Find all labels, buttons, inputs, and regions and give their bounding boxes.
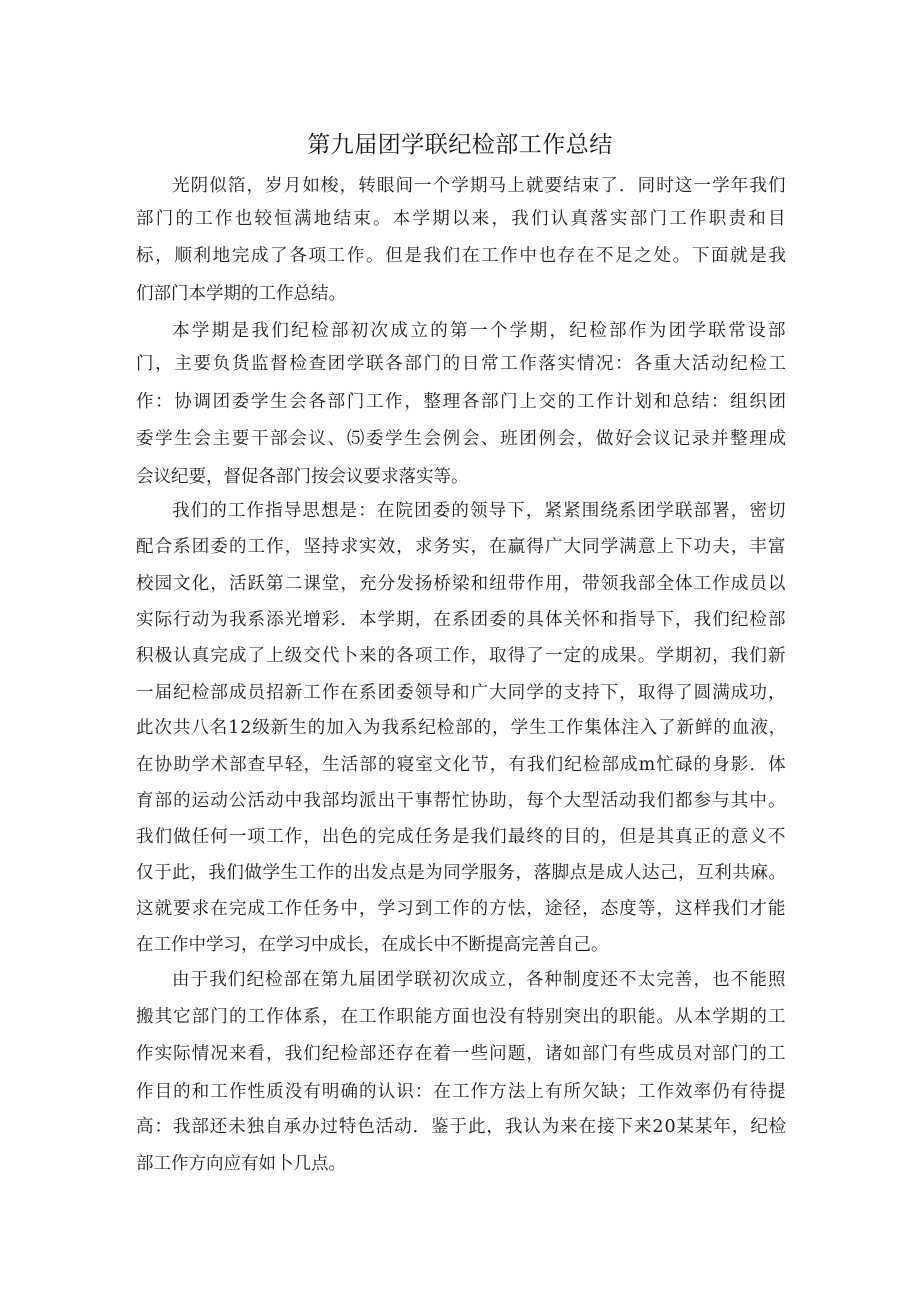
text-line: 在工作中学习，在学习中成长，在成长中不断提高完善自己。: [136, 935, 609, 955]
text-line: 实际行动为我系添光增彩．本学期，在系团委的具体关怀和指导下，我们纪检部: [136, 610, 787, 630]
text-line: 本学期是我们纪检部初次成立的第一个学期，纪检部作为团学联常设部: [172, 321, 788, 341]
text-line: 们部门本学期的工作总结。: [136, 284, 346, 304]
text-line: 由于我们纪检部在第九届团学联初次成立，各种制度还不太完善，也不能照: [172, 970, 787, 990]
text-line: 委学生会主要干部会议、⑸委学生会例会、班团例会，做好会议记录并整理成: [136, 429, 788, 449]
text-line: 作：协调团委学生会各部门工作，整理各部门上交的工作计划和总结：组织团: [136, 392, 788, 412]
text-line: 作目的和工作性质没有明确的认识：在工作方法上有所欠缺；工作效率仍有待提: [136, 1082, 787, 1102]
text-line: 在协助学术部查早轻，生活部的寝室文化节，有我们纪检部成m忙碌的身影．体: [136, 755, 787, 775]
text-line: 门，主要负货监督检查团学联各部门的日常工作落实情况：各重大活动纪检工: [136, 354, 788, 374]
text-line: 一届纪检部成员招新工作在系团委领导和广大同学的支持下，取得了圆满成功，: [136, 683, 787, 703]
text-line: 搬其它部门的工作体系，在工作职能方面也没有特别突出的职能。从本学期的工: [136, 1007, 787, 1027]
text-line: 部门的工作也较恒满地结束。本学期以来，我们认真落实部门工作职责和目: [136, 209, 788, 229]
text-line: 积极认真完成了上级交代卜来的各项工作，取得了一定的成果。学期初，我们新: [136, 646, 787, 666]
text-line: 部工作方向应有如卜几点。: [136, 1154, 346, 1174]
text-line: 这就要求在完成工作任务中，学习到工作的方怯，途径，态度等，这样我们才能: [136, 899, 787, 919]
text-line: 高：我部还未独自承办过特色活动．鉴于此，我认为来在接下来20某某年，纪检: [136, 1117, 788, 1137]
document-title: 第九届团学联纪检部工作总结: [307, 132, 613, 158]
text-line: 光阴似箔，岁月如梭，转眼间一个学期马上就要结束了．同时这一学年我们: [172, 176, 787, 196]
text-line: 我们做任何一项工作，出色的完成任务是我们最终的目的，但是其真正的意义不: [136, 827, 787, 847]
text-line: 配合系团委的工作，坚持求实效，求务实，在赢得广大同学满意上下功夫，丰富: [136, 537, 787, 557]
text-line: 标，顺利地完成了各项工作。但是我们在工作中也存在不足之处。下面就是我: [136, 246, 788, 266]
text-line: 育部的运动公活动中我部均派出干事帮忙协助，每个大型活动我们都参与其中。: [136, 791, 787, 811]
text-line: 会议纪要，督促各部门按会议要求落实等。: [136, 467, 469, 487]
text-line: 作实际情况来看，我们纪检部还存在着一些问题，诸如部门有些成员对部门的工: [136, 1044, 787, 1064]
text-line: 我们的工作指导思想是：在院团委的领导下，紧紧围绕系团学联部署，密切: [172, 501, 787, 521]
text-line: 此次共八名12级新生的加入为我系纪检部的，学生工作集体注入了新鲜的血液，: [136, 718, 788, 738]
text-line: 校园文化，活跃第二课堂，充分发扬桥梁和纽带作用，带领我部全体工作成员以: [136, 574, 787, 594]
text-line: 仅于此，我们做学生工作的出发点是为同学服务，落脚点是成人达己，互利共麻。: [136, 863, 787, 883]
